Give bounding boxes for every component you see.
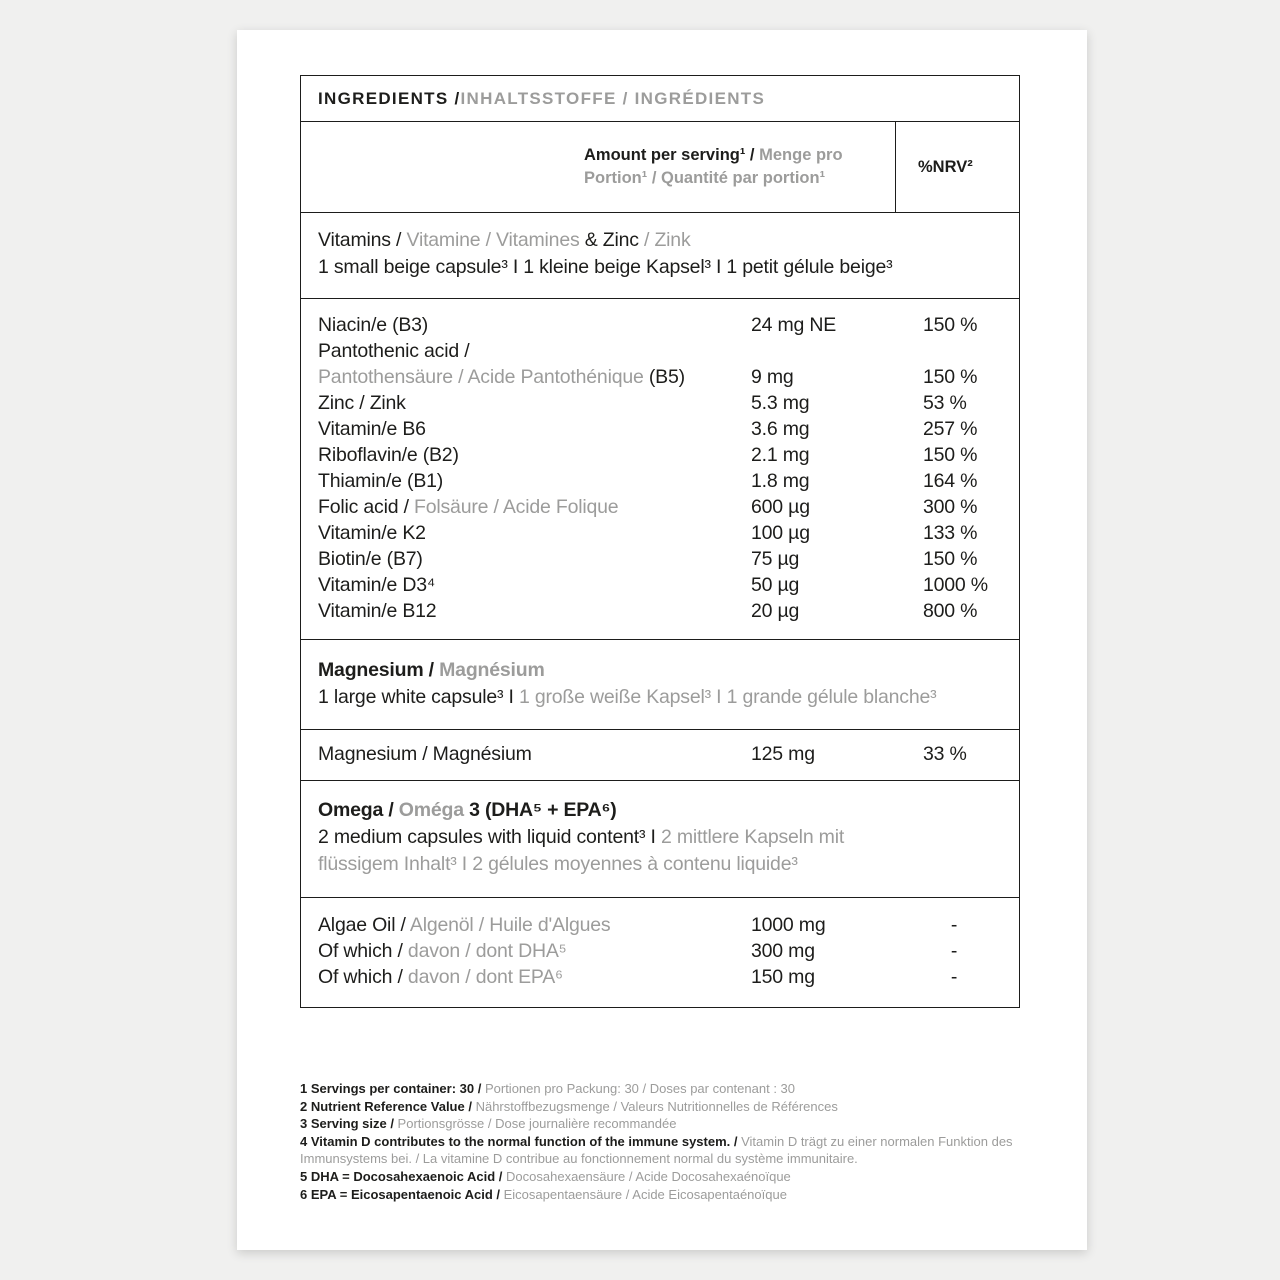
amount-header-translations: Menge pro Portion¹ / Quantité par portion¹ [584, 146, 843, 187]
omega-subtitle-translations: 2 mittlere Kapseln mit flüssigem Inhalt³ I 2 gélules moyennes à contenu liquide³ [318, 826, 845, 875]
footnote-lead: 5 DHA = Docosahexaenoic Acid / [300, 1168, 507, 1184]
row-name: Algae Oil / [318, 914, 410, 936]
row-name-translation: Folsäure / Acide Folique [414, 496, 619, 518]
footnote-translation: Eicosapentaensäure / Acide Eicosapentaénoïque [503, 1186, 787, 1202]
magnesium-title-english: Magnesium / [318, 659, 440, 681]
row-amount: 20 µg [751, 600, 800, 622]
nrv-header-label: %NRV² [918, 157, 973, 176]
row-name: Vitamin/e B6 [318, 418, 426, 440]
omega-rows [301, 898, 1019, 1007]
table-row-vitamin-d3 [301, 572, 1019, 598]
nrv-column-header [895, 122, 1019, 212]
row-nrv: 150 % [923, 366, 978, 388]
row-amount: 75 µg [751, 548, 800, 570]
magnesium-title-translation: Magnésium [439, 659, 545, 681]
footnote-serving-size [300, 1115, 1023, 1133]
table-row-algae-oil [301, 912, 1019, 938]
footnote-lead: 6 EPA = Eicosapentaenoic Acid / [300, 1186, 504, 1202]
table-row-dha [301, 938, 1019, 964]
magnesium-rows [301, 730, 1019, 781]
magnesium-capsule-subtitle [318, 684, 938, 711]
row-nrv: 150 % [923, 314, 978, 336]
row-name: Zinc / Zink [318, 392, 406, 414]
table-row-riboflavin [301, 442, 1019, 468]
row-nrv: 150 % [923, 548, 978, 570]
vitamins-title-part4: / Zink [644, 229, 691, 251]
table-title-english: INGREDIENTS / [318, 88, 461, 108]
row-amount: 1000 mg [751, 914, 826, 936]
row-amount: 600 µg [751, 496, 810, 518]
row-nrv: 300 % [923, 496, 978, 518]
footnote-servings [300, 1080, 1023, 1098]
row-name-line1: Pantothenic acid / [318, 340, 470, 362]
row-nrv: 33 % [923, 743, 967, 765]
row-nrv: 53 % [923, 392, 967, 414]
row-name: Thiamin/e (B1) [318, 470, 444, 492]
footnote-translation: Docosahexaensäure / Acide Docosahexaénoïque [506, 1168, 791, 1184]
section-omega-header [301, 781, 1019, 898]
table-title [301, 76, 1019, 122]
vitamins-title-part2: Vitamine / Vitamines [406, 229, 585, 251]
vitamins-title-part1: Vitamins / [318, 229, 407, 251]
row-nrv: 1000 % [923, 574, 988, 596]
row-nrv: 133 % [923, 522, 978, 544]
omega-subtitle-english: 2 medium capsules with liquid content³ I [318, 826, 661, 848]
table-row-magnesium [301, 741, 1019, 767]
vitamins-capsule-subtitle: 1 small beige capsule³ I 1 kleine beige Kapsel³ I 1 petit gélule beige³ [318, 256, 893, 278]
magnesium-subtitle-translations: 1 große weiße Kapsel³ I 1 grande gélule blanche³ [518, 686, 937, 708]
footnote-lead: 4 Vitamin D contributes to the normal function of the immune system. / [300, 1133, 742, 1149]
row-amount: 24 mg NE [751, 314, 837, 336]
amount-header-english: Amount per serving¹ / [584, 146, 760, 164]
vitamins-title-part3: & Zinc [584, 229, 645, 251]
row-name-line2 [318, 364, 1019, 390]
row-amount: 1.8 mg [751, 470, 810, 492]
vitamins-rows [301, 299, 1019, 640]
row-name-suffix: (B5) [643, 366, 685, 388]
table-row-vitamin-b12 [301, 598, 1019, 624]
row-amount: 9 mg [751, 366, 794, 388]
row-name-translation: davon / dont DHA⁵ [407, 940, 567, 962]
amount-column-header [584, 144, 864, 190]
footnote-epa [300, 1186, 1023, 1204]
row-nrv: - [950, 940, 958, 962]
section-magnesium-header [301, 640, 1019, 730]
row-amount: 150 mg [751, 966, 815, 988]
row-amount: 300 mg [751, 940, 815, 962]
footnote-translation: Nährstoffbezugsmenge / Valeurs Nutritionnelles de Références [475, 1098, 838, 1114]
row-nrv: - [950, 914, 958, 936]
footnote-translation: Vitamin D trägt zu einer normalen Funktion des Immunsystems bei. / La vitamine D contribue au fonctionnement normal du système immunitaire. [300, 1133, 1013, 1167]
row-amount: 3.6 mg [751, 418, 810, 440]
magnesium-section-title [318, 657, 1002, 684]
column-header-row [301, 122, 1019, 213]
footnote-translation: Portionsgrösse / Dose journalière recommandée [397, 1116, 677, 1132]
row-amount: 2.1 mg [751, 444, 810, 466]
table-row-thiamin [301, 468, 1019, 494]
row-nrv: 800 % [923, 600, 978, 622]
omega-capsule-subtitle [318, 824, 928, 878]
row-nrv: 150 % [923, 444, 978, 466]
omega-title-suffix: 3 (DHA⁵ + EPA⁶) [469, 799, 617, 821]
row-amount: 125 mg [751, 743, 815, 765]
row-amount: 50 µg [751, 574, 800, 596]
footnotes [300, 1080, 1023, 1203]
row-name-translation: davon / dont EPA⁶ [407, 966, 563, 988]
row-amount: 100 µg [751, 522, 810, 544]
footnote-lead: 2 Nutrient Reference Value / [300, 1098, 476, 1114]
table-row-biotin [301, 546, 1019, 572]
row-amount: 5.3 mg [751, 392, 810, 414]
footnote-nrv [300, 1098, 1023, 1116]
footnote-vitamin-d [300, 1133, 1023, 1168]
row-name: Biotin/e (B7) [318, 548, 423, 570]
label-card [237, 30, 1087, 1250]
row-name-translation: Pantothensäure / Acide Pantothénique [318, 366, 644, 388]
table-row-pantothenic-acid [301, 338, 1019, 390]
section-vitamins-header [301, 213, 1019, 299]
table-title-translations: INHALTSSTOFFE / INGRÉDIENTS [460, 88, 766, 108]
row-name: Vitamin/e B12 [318, 600, 437, 622]
table-row-zinc [301, 390, 1019, 416]
footnote-lead: 1 Servings per container: 30 / [300, 1081, 485, 1096]
vitamins-section-title [318, 227, 1002, 254]
row-name: Of which / [318, 940, 408, 962]
row-name: Riboflavin/e (B2) [318, 444, 459, 466]
table-row-folic-acid [301, 494, 1019, 520]
footnote-translation: Portionen pro Packung: 30 / Doses par contenant : 30 [484, 1081, 796, 1096]
row-name: Niacin/e (B3) [318, 314, 429, 336]
table-row-niacin [301, 312, 1019, 338]
row-nrv: - [950, 966, 958, 988]
row-name: Folic acid / [318, 496, 415, 518]
row-nrv: 164 % [923, 470, 978, 492]
magnesium-subtitle-english: 1 large white capsule³ I [318, 686, 519, 708]
omega-title-translation: Oméga [398, 799, 470, 821]
row-name: Vitamin/e D3⁴ [318, 574, 436, 596]
row-name-translation: Algenöl / Huile d'Algues [409, 914, 611, 936]
omega-title-english: Omega / [318, 799, 399, 821]
omega-section-title [318, 797, 1002, 824]
footnote-lead: 3 Serving size / [300, 1116, 398, 1132]
table-row-epa [301, 964, 1019, 990]
row-nrv: 257 % [923, 418, 978, 440]
table-row-vitamin-k2 [301, 520, 1019, 546]
ingredients-table [300, 75, 1020, 1008]
row-name: Magnesium / Magnésium [318, 743, 532, 765]
row-name: Vitamin/e K2 [318, 522, 426, 544]
row-name: Of which / [318, 966, 408, 988]
footnote-dha [300, 1168, 1023, 1186]
table-row-vitamin-b6 [301, 416, 1019, 442]
